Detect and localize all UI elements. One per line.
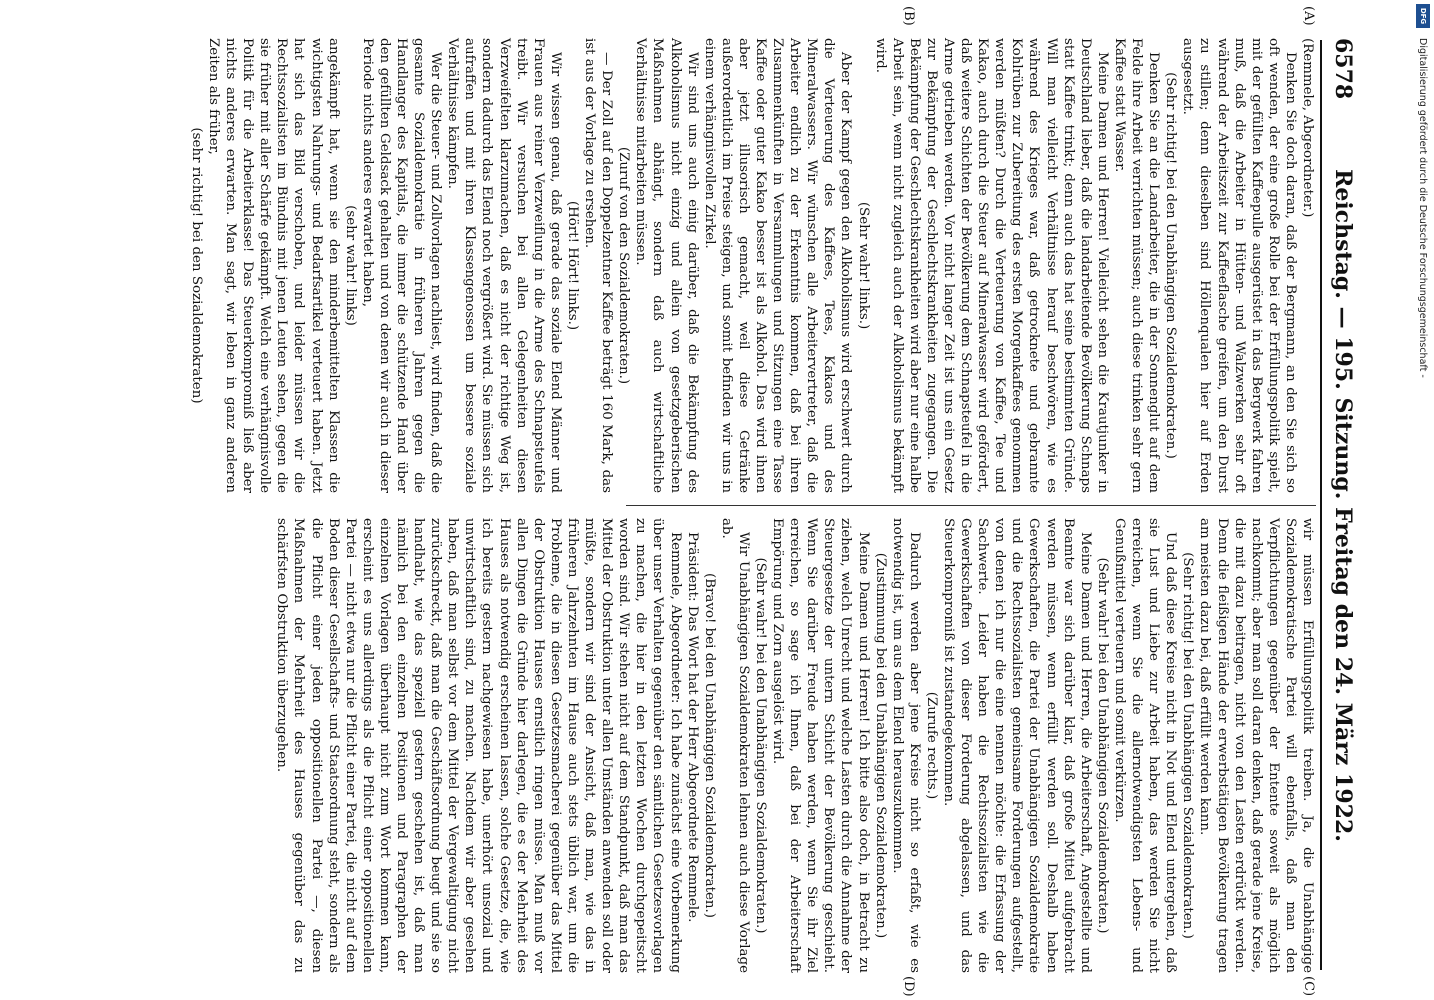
- interjection: (Hört! Hört! links.): [564, 200, 580, 331]
- interjection: (sehr wahr! links): [342, 205, 358, 326]
- margin-mark-d: (D): [901, 976, 916, 997]
- paragraph: Aber der Kampf gegen den Alkoholismus wird erschwert durch die Verteuerung des Kaffees, Tees, Kakaos und des Mineralwassers. Wir wünschen alle Arbeitervertreter, daß die Arbeiter endlich zu der Erkenntnis kommen, daß bei ihren Zusammenkünften in Versammlungen und Sitzungen eine Tasse Kaffee oder guter Kakao besser ist als Alkohol. Das wird ihnen aber jetzt illusorisch gemacht, weil diese Getränke außerordentlich im Preise steigen, und somit befinden wir uns in einem verhängnisvollen Zirkel.: [701, 38, 854, 493]
- paragraph: (Remmele, Abgeordneter.): [1300, 38, 1315, 218]
- page-number: 6578: [1330, 38, 1356, 100]
- dfg-logo: DFG: [1416, 4, 1430, 28]
- paragraph: wir müssen Erfüllungspolitik treiben. Ja, die Unabhängige Sozialdemokratische Partei will ebenfalls, daß man den Verpflichtungen gegenüber der Entente soweit als möglich nachkommt; aber man soll daran denken, daß gerade jene Kreise, die mit dazu beitragen, nicht von den Lasten erdrückt werden. Denn die fleißigen Hände der erwerbstätigen Bevölkerung tragen am meisten dazu bei, daß erfüllt werden kann.: [1197, 518, 1315, 973]
- margin-mark-a: (A): [1301, 6, 1316, 26]
- interjection: (Zurufe rechts.): [923, 691, 939, 800]
- paragraph: Und daß diese Kreise nicht in Not und Elend untergehen, daß sie Lust und Liebe zur Arbeit haben, das werden Sie nicht erreichen, wenn Sie die allernotwendigsten Lebens- und Genußmittel verteuern und somit verkürzen.: [1111, 518, 1179, 973]
- credit-text: Digitalisierung gefördert durch die Deutsche Forschungsgemeinschaft -: [1417, 38, 1428, 378]
- header-rule: [1320, 40, 1322, 970]
- right-column: [273, 518, 1316, 973]
- paragraph: Denken Sie an die Landarbeiter, die in der Sonnenglut auf dem Felde ihre Arbeit verrichten müssen; auch diese trinken sehr gern Kaffee statt Wasser.: [1111, 38, 1162, 493]
- interjection: (Zuruf von den Sozialdemokraten.): [616, 146, 632, 385]
- left-column: [188, 38, 1316, 493]
- interjection: (Bravo! bei den Unabhängigen Sozialdemokraten.): [701, 572, 717, 919]
- interjection: (Sehr richtig! bei den Unabhängigen Sozialdemokraten.): [1180, 552, 1196, 939]
- paragraph: Wer die Steuer- und Zollvorlagen nachliest, wird finden, daß die gesamte Sozialdemokratie in früheren Jahren gegen die Handlanger des Kapitals, die immer die schützende Hand über den gefüllten Geldsack gehalten und von denen wir auch in dieser Periode nichts anderes erwartet haben,: [359, 38, 444, 493]
- interjection: (Zustimmung bei den Unabhängigen Sozialdemokraten.): [872, 552, 888, 939]
- paragraph: Denken Sie doch daran, daß der Bergmann, an den Sie sich so oft wenden, der eine große Rolle bei der Erfüllungspolitik spielt, mit der gefüllten Kaffeepulle ausgerüstet in das Bergwerk fahren muß, daß die Arbeiter in Hütten- und Walzwerken sehr oft während der Arbeitszeit zur Kaffeeflasche greifen, um den Durst zu stillen; denn dieselben sind Höllenqualen hier auf Erden ausgesetzt.: [1180, 38, 1298, 493]
- interjection: (Sehr wahr! bei den Unabhängigen Sozialdemokraten.): [753, 557, 768, 934]
- interjection: (sehr richtig! bei den Sozialdemokraten): [188, 127, 204, 404]
- interjection: (Sehr richtig! bei den Unabhängigen Sozialdemokraten.): [1163, 72, 1179, 459]
- interjection: (Sehr wahr! links.): [855, 201, 871, 330]
- interjection: (Sehr wahr! bei den Unabhängigen Sozialdemokraten.): [1094, 557, 1110, 934]
- speaker-paragraph: Präsident: Das Wort hat der Herr Abgeordnete Remmele.: [684, 532, 700, 923]
- margin-mark-c: (C): [1301, 976, 1316, 997]
- paragraph: Meine Damen und Herren! Vielleicht sehen die Krautjunker in Deutschland lieber, daß die landarbeitende Bevölkerung Schnaps statt Kaffee trinkt; denn auch das hat seine bestimmten Gründe. Will man vielleicht Verhältnisse herauf beschwören, wie es während des Krieges war, daß getrocknete und gebrannte Kohlrüben zur Zubereitung des ersten Morgenkaffees genommen werden müßten? Durch die Verteuerung von Kaffee, Tee und Kakao, auch durch die Steuer auf Mineralwasser wird gefördert, daß weitere Schichten der Bevölkerung dem Schnapsteufel in die Arme getrieben werden. Vor nicht langer Zeit ist uns ein Gesetz zur Bekämpfung der Geschlechtskrankheiten zugegangen. Die Bekämpfung der Geschlechtskrankheiten wird aber nur eine halbe Arbeit sein, wenn nicht zugleich auch der Alkoholismus bekämpft wird.: [872, 38, 1110, 493]
- paragraph: Dadurch werden aber jene Kreise nicht so erfaßt, wie es notwendig ist, um aus dem Elend herauszukommen.: [889, 518, 922, 973]
- paragraph: Meine Damen und Herren! Ich bitte also doch, in Betracht zu ziehen, welch Unrecht und welche Lasten durch die Annahme der Steuergesetze der untern Schicht der Bevölkerung geschieht. Wenn Sie darüber Freude haben werden, wenn Sie ihr Ziel erreichen, so sage ich Ihnen, daß bei der Arbeiterschaft Empörung und Zorn ausgelöst wird.: [770, 518, 871, 973]
- header-title: Reichstag. — 195. Sitzung. Freitag den 24. März 1922.: [1330, 169, 1356, 842]
- paragraph: Wir sind uns auch einig darüber, daß die Bekämpfung des Alkoholismus nicht einzig und allein von gesetzgeberischen Maßnahmen abhängt, sondern daß auch wirtschaftliche Verhältnisse mitarbeiten müssen.: [633, 38, 700, 493]
- margin-mark-b: (B): [901, 6, 916, 26]
- digitization-credit: [1414, 10, 1430, 710]
- paragraph: Wir wissen genau, daß gerade das soziale Elend Männer und Frauen aus reiner Verzweiflung in die Arme des Schnapsteufels treibt. Wir versuchen bei allen Gelegenheiten diesen Verzweifelten klarzumachen, daß es nicht der richtige Weg ist, sondern dadurch das Elend noch vergrößert wird. Sie müssen sich aufraffen und mit ihren Klassengenossen um bessere soziale Verhältnisse kämpfen.: [445, 38, 563, 493]
- paragraph: — Der Zoll auf den Doppelzentner Kaffee beträgt 160 Mark, das ist aus der Vorlage zu ersehen.: [582, 38, 615, 493]
- document-page: [26, 0, 1356, 1000]
- paragraph: Meine Damen und Herren, die Arbeiterschaft, Angestellte und Beamte war sich darüber klar, daß große Mittel aufgebracht werden müssen, wenn erfüllt werden soll. Deshalb haben Gewerkschaften, die Partei der Unabhängigen Sozialdemokratie und die Rechtssozialisten gemeinsame Forderungen aufgestellt, von denen ich nur die eine nennen möchte: die Erfassung der Sachwerte. Leider haben die Rechtssozialisten wie die Gewerkschaften von dieser Forderung abgelassen, und das Steuerkompromiß ist zustandegekommen.: [941, 518, 1093, 973]
- paragraph: angekämpft hat, wenn sie den minderbemittelten Klassen die wichtigsten Nahrungs- und Bedarfsartikel verteuert haben. Jetzt hat sich das Bild verschoben, und leider müssen wir die Rechtssozialisten im Bündnis mit jenen Leuten sehen, gegen die sie früher mit aller Schärfe gekämpft. Welch eine verhängnisvolle Politik für die Arbeiterklasse! Das Steuerkompromiß ließ aber nichts anderes erwarten. Man sagt, wir leben in ganz anderen Zeiten als früher,: [206, 38, 341, 493]
- paragraph: Wir Unabhängigen Sozialdemokraten lehnen auch diese Vorlage ab.: [718, 518, 751, 973]
- page-header: [1326, 38, 1356, 973]
- speaker-paragraph: Remmele, Abgeordneter: Ich habe zunächst eine Vorbemerkung über unser Verhalten gegenüber den sämtlichen Gesetzesvorlagen zu machen, die hier in den letzten Wochen durchgepeitscht worden sind. Wir stehen nicht auf dem Standpunkt, daß man das Mittel der Obstruktion unter allen Umständen anwenden soll oder müßte, sondern wir sind der Ansicht, daß man, wie das in früheren Jahrzehnten im Hause auch stets üblich war, um die Probleme, die in diesen Gesetzesmacherei gegenüber das Mittel der Obstruktion Hauses ernstlich ringen müsse. Man muß vor allen Dingen die Gründe hier darlegen, die es der Mehrheit des Hauses als notwendig erscheinen lassen, solche Gesetze, die, wie ich bereits gestern nachgewiesen habe, unerhört unsozial und unwirtschaftlich sind, zu machen. Nachdem wir aber gesehen haben, daß man selbst vor dem Mittel der Vergewaltigung nicht zurückschreckt, daß man die Geschäftsordnung beugt und sie so handhabt, wie das speziell gestern geschehen ist, daß man nämlich bei den einzelnen Positionen und Paragraphen der einzelnen Vorlagen überhaupt nicht zum Wort kommen kann, erscheint es uns allerdings als die Pflicht einer oppositionellen Partei — nicht etwa nur die Pflicht einer Partei, die nicht auf dem Boden dieser Gesellschafts- und Staatsordnung steht, sondern als die Pflicht einer jeden oppositionellen Partei —, diesen Maßnahmen der Mehrheit des Hauses gegenüber das zu schärfsten Obstruktion überzugehen.: [274, 518, 683, 973]
- column-separator: [626, 505, 1316, 506]
